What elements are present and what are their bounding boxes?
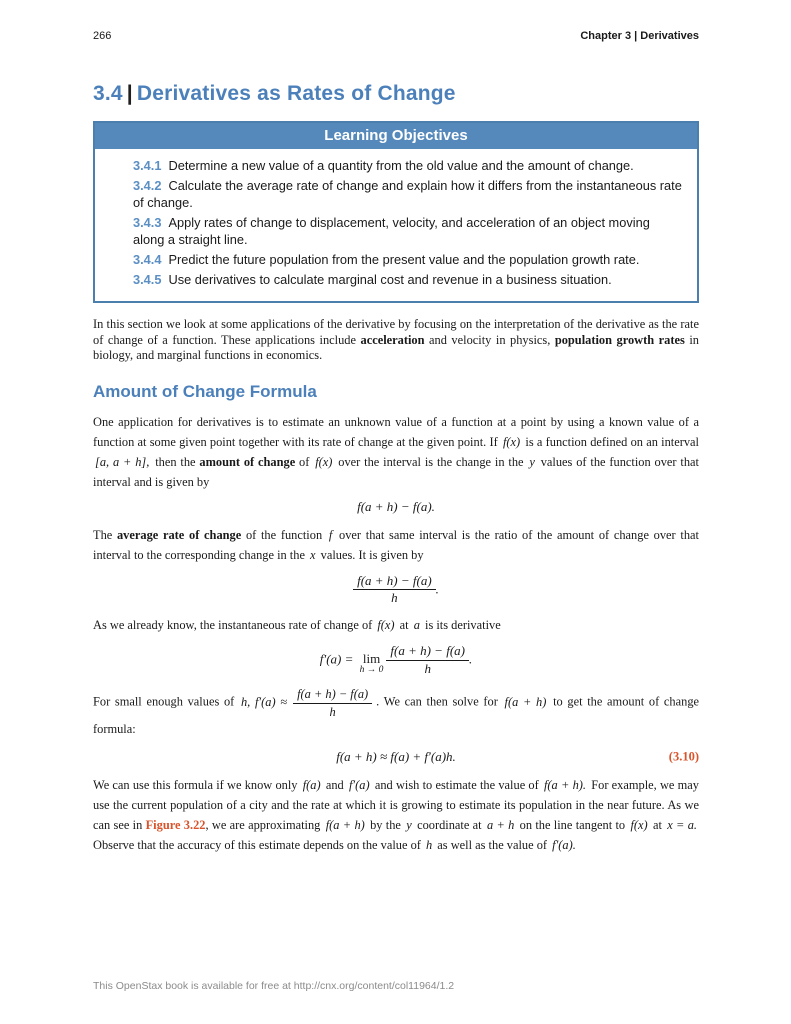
math-segment: f(a): [302, 777, 321, 792]
learning-objectives-box: [93, 121, 699, 303]
text-segment: coordinate at: [413, 817, 485, 832]
fraction: [386, 644, 469, 677]
text-segment: As we already know, the instantaneous rate of change of: [93, 618, 376, 633]
fraction: [353, 574, 436, 607]
amount-of-change-equation: [93, 499, 699, 515]
math-segment: f(x): [315, 454, 333, 469]
text-segment: The: [93, 527, 117, 542]
fraction-numerator: f(a + h) − f(a): [386, 644, 469, 661]
text-segment: of the function: [241, 527, 327, 542]
text-segment: and: [322, 777, 347, 792]
objective-text: Use derivatives to calculate marginal cost and revenue in a business situation.: [168, 272, 612, 287]
chapter-label: Chapter 3 | Derivatives: [580, 30, 699, 42]
math-segment: h, f′(a) ≈: [240, 694, 288, 709]
lim-text: lim: [362, 650, 381, 666]
fraction-denominator: h: [329, 704, 336, 719]
text-segment: over the interval is the change in the: [334, 454, 528, 469]
text-segment: , we are approximating: [205, 817, 324, 832]
text-segment: over that same interval is the ratio of the amount of change over that interval to the corresponding change in the: [93, 527, 699, 562]
learning-objectives-list: [95, 149, 697, 301]
text-segment: is its derivative: [421, 618, 501, 633]
text-segment: average rate of change: [116, 527, 242, 542]
math-segment: a: [413, 618, 420, 633]
math-segment: y: [406, 817, 412, 832]
objective-number: 3.4.1: [133, 158, 162, 173]
objective-number: 3.4.5: [133, 272, 162, 287]
equation-lhs: f′(a) =: [319, 651, 354, 667]
learning-objective-item: [133, 157, 683, 174]
objective-text: Determine a new value of a quantity from the old value and the amount of change.: [168, 158, 634, 173]
math-segment: y: [529, 454, 535, 469]
learning-objective-item: [133, 214, 683, 248]
figure-link[interactable]: Figure 3.22: [145, 817, 206, 832]
math-segment: [a, a + h],: [95, 454, 150, 469]
text-segment: on the line tangent to: [516, 817, 629, 832]
paragraph-formula-usage: [93, 775, 699, 855]
openstax-footer: This OpenStax book is available for free at http://cnx.org/content/col11964/1.2: [93, 980, 455, 992]
fraction-numerator: f(a + h) − f(a): [293, 687, 372, 703]
equation-period: .: [435, 580, 439, 596]
text-segment: Observe that the accuracy of this estimate depends on the value of: [93, 837, 424, 852]
math-segment: f′(a): [348, 777, 370, 792]
text-segment: For example, we may use the current population of a city and the rate at which it is growing to estimate its population in the near future. As we can see in: [93, 777, 699, 832]
equation-text: f(a + h) − f(a).: [357, 498, 435, 514]
math-segment: f(a + h): [325, 817, 365, 832]
text-segment: in biology, and marginal functions in economics.: [93, 332, 699, 362]
subsection-heading: Amount of Change Formula: [93, 381, 317, 401]
equation-text: f(a + h) ≈ f(a) + f′(a)h.: [336, 748, 456, 764]
paragraph-amount-of-change: [93, 412, 699, 492]
learning-objective-item: [133, 177, 683, 211]
running-header: [93, 30, 699, 42]
text-segment: values of the function over that interval and is given by: [93, 454, 699, 489]
objective-number: 3.4.2: [133, 178, 162, 193]
math-segment: f(x): [377, 618, 395, 633]
learning-objective-item: [133, 271, 683, 288]
inline-fraction: [291, 687, 374, 719]
objective-number: 3.4.3: [133, 215, 162, 230]
section-title-text: Derivatives as Rates of Change: [136, 82, 456, 105]
limit-operator: [360, 652, 384, 676]
math-segment: a + h: [486, 817, 515, 832]
text-segment: population growth rates: [554, 332, 685, 347]
objective-text: Predict the future population from the present value and the population growth rate.: [168, 252, 640, 267]
learning-objectives-title: Learning Objectives: [95, 123, 697, 149]
text-segment: at: [396, 618, 412, 633]
math-segment: f′(a).: [552, 837, 576, 852]
text-segment: is a function defined on an interval: [522, 434, 699, 449]
paragraph-small-h: [93, 687, 699, 739]
fraction-denominator: h: [391, 590, 398, 606]
equation-period: .: [468, 651, 473, 667]
text-segment: For small enough values of: [93, 694, 239, 709]
text-segment: and velocity in physics,: [424, 332, 555, 347]
title-separator: |: [126, 82, 133, 105]
math-segment: x = a.: [667, 817, 698, 832]
objective-text: Apply rates of change to displacement, velocity, and acceleration of an object moving along a straight line.: [133, 215, 650, 247]
text-segment: by the: [366, 817, 405, 832]
text-segment: values. It is given by: [317, 547, 424, 562]
text-segment: then the: [151, 454, 200, 469]
text-segment: . We can then solve for: [376, 694, 503, 709]
paragraph-average-rate: [93, 525, 699, 565]
equation-number: (3.10): [668, 749, 699, 764]
math-segment: f(a + h): [504, 694, 547, 709]
math-segment: f(a + h).: [543, 777, 586, 792]
paragraph-instantaneous-rate: [93, 615, 699, 635]
lim-subscript: h → 0: [359, 664, 384, 675]
math-segment: f(x): [502, 434, 521, 449]
math-segment: h: [425, 837, 433, 852]
text-segment: and wish to estimate the value of: [371, 777, 542, 792]
math-segment: f(x): [630, 817, 648, 832]
text-segment: One application for derivatives is to estimate an unknown value of a function at a point by using a known value of a function at some given point together with its rate of change at the given point. If: [93, 414, 699, 449]
objective-number: 3.4.4: [133, 252, 162, 267]
text-segment: at: [649, 817, 666, 832]
page-content: [93, 0, 699, 855]
text-segment: to get the amount of change formula:: [93, 694, 700, 736]
text-segment: of: [295, 454, 314, 469]
text-segment: We can use this formula if we know only: [93, 777, 301, 792]
learning-objective-item: [133, 251, 683, 268]
page-number: 266: [93, 30, 112, 42]
average-rate-equation: [93, 574, 699, 607]
section-title: [93, 82, 699, 106]
objective-text: Calculate the average rate of change and explain how it differs from the instantaneous rate of change.: [133, 178, 682, 210]
amount-of-change-formula: [93, 749, 699, 765]
fraction-numerator: f(a + h) − f(a): [353, 574, 436, 591]
math-segment: f: [328, 527, 333, 542]
text-segment: as well as the value of: [434, 837, 551, 852]
fraction-denominator: h: [424, 661, 431, 677]
section-number: 3.4: [93, 82, 123, 105]
text-segment: In this section we look at some applications of the derivative by focusing on the interpretation of the derivative as the rate of change of a function. These applications include: [93, 317, 699, 347]
text-segment: amount of change: [199, 454, 296, 469]
derivative-definition-equation: [93, 644, 699, 677]
math-segment: x: [310, 547, 316, 562]
intro-paragraph: [93, 317, 699, 364]
text-segment: acceleration: [360, 332, 425, 347]
